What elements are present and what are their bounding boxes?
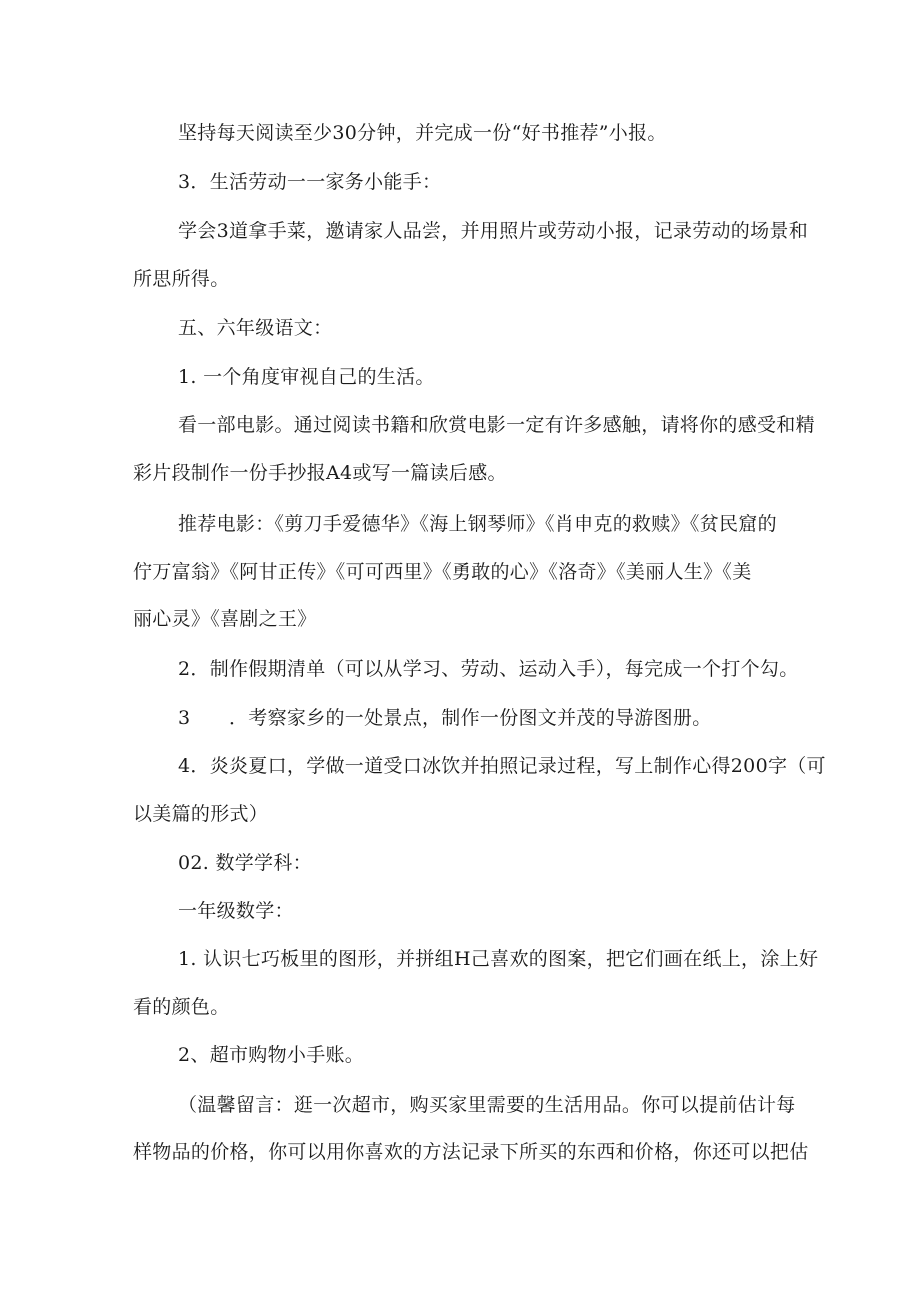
paragraph-cooking-task: 学会3道拿手菜，邀请家人品尝，并用照片或劳动小报，记录劳动的场景和 (178, 220, 808, 242)
paragraph-movie-task: 看一部电影。通过阅读书籍和欣赏电影一定有许多感触，请将你的感受和精 (178, 414, 815, 436)
paragraph-movie-task-cont: 彩片段制作一份手抄报A4或写一篇读后感。 (133, 462, 507, 484)
paragraph-recommended-movies-cont2: 丽心灵》《喜剧之王》 (133, 608, 317, 630)
heading-housework: 3．生活劳动一一家务小能手： (178, 171, 442, 193)
paragraph-cooking-task-cont: 所思所得。 (133, 268, 230, 290)
item-1-tangram-cont: 看的颜色。 (133, 996, 230, 1018)
section-heading-grade5-6: 五、六年级语文： (178, 317, 333, 339)
paragraph-reading-task: 坚持每天阅读至少30分钟，并完成一份“好书推荐”小报。 (178, 122, 667, 144)
item-1-tangram: 1. 认识七巧板里的图形，并拼组H己喜欢的图案，把它们画在纸上，涂上好 (178, 948, 819, 970)
paragraph-shopping-note: （温馨留言：逛一次超市，购买家里需要的生活用品。你可以提前估计每 (178, 1094, 796, 1116)
item-4-cold-drink-cont: 以美篇的形式） (133, 803, 269, 825)
paragraph-shopping-note-cont: 样物品的价格，你可以用你喜欢的方法记录下所买的东西和价格，你还可以把估 (133, 1141, 809, 1163)
item-3-scenic-spot: 3 ．考察家乡的一处景点，制作一份图文并茂的导游图册。 (178, 707, 712, 729)
paragraph-recommended-movies-cont1: 佇万富翁》《阿甘正传》《可可西里》《勇敢的心》《洛奇》《美丽人生》《美 (133, 561, 752, 583)
subheading-grade1-math: 一年级数学： (178, 900, 294, 922)
item-4-cold-drink: 4．炎炎夏口，学做一道受口冰饮并拍照记录过程，写上制作心得200字（可 (178, 755, 826, 777)
item-2-checklist: 2．制作假期清单（可以从学习、劳动、运动入手），每完成一个打个勾。 (178, 658, 799, 680)
section-heading-math: 02. 数学学科： (178, 852, 312, 874)
paragraph-recommended-movies: 推荐电影：《剪刀手爱德华》《海上钢琴师》《肖申克的救赎》《贫民窟的 (178, 513, 777, 535)
item-heading-1: 1. 一个角度审视自己的生活。 (178, 366, 435, 388)
item-2-shopping: 2、超市购物小手账。 (178, 1044, 365, 1066)
